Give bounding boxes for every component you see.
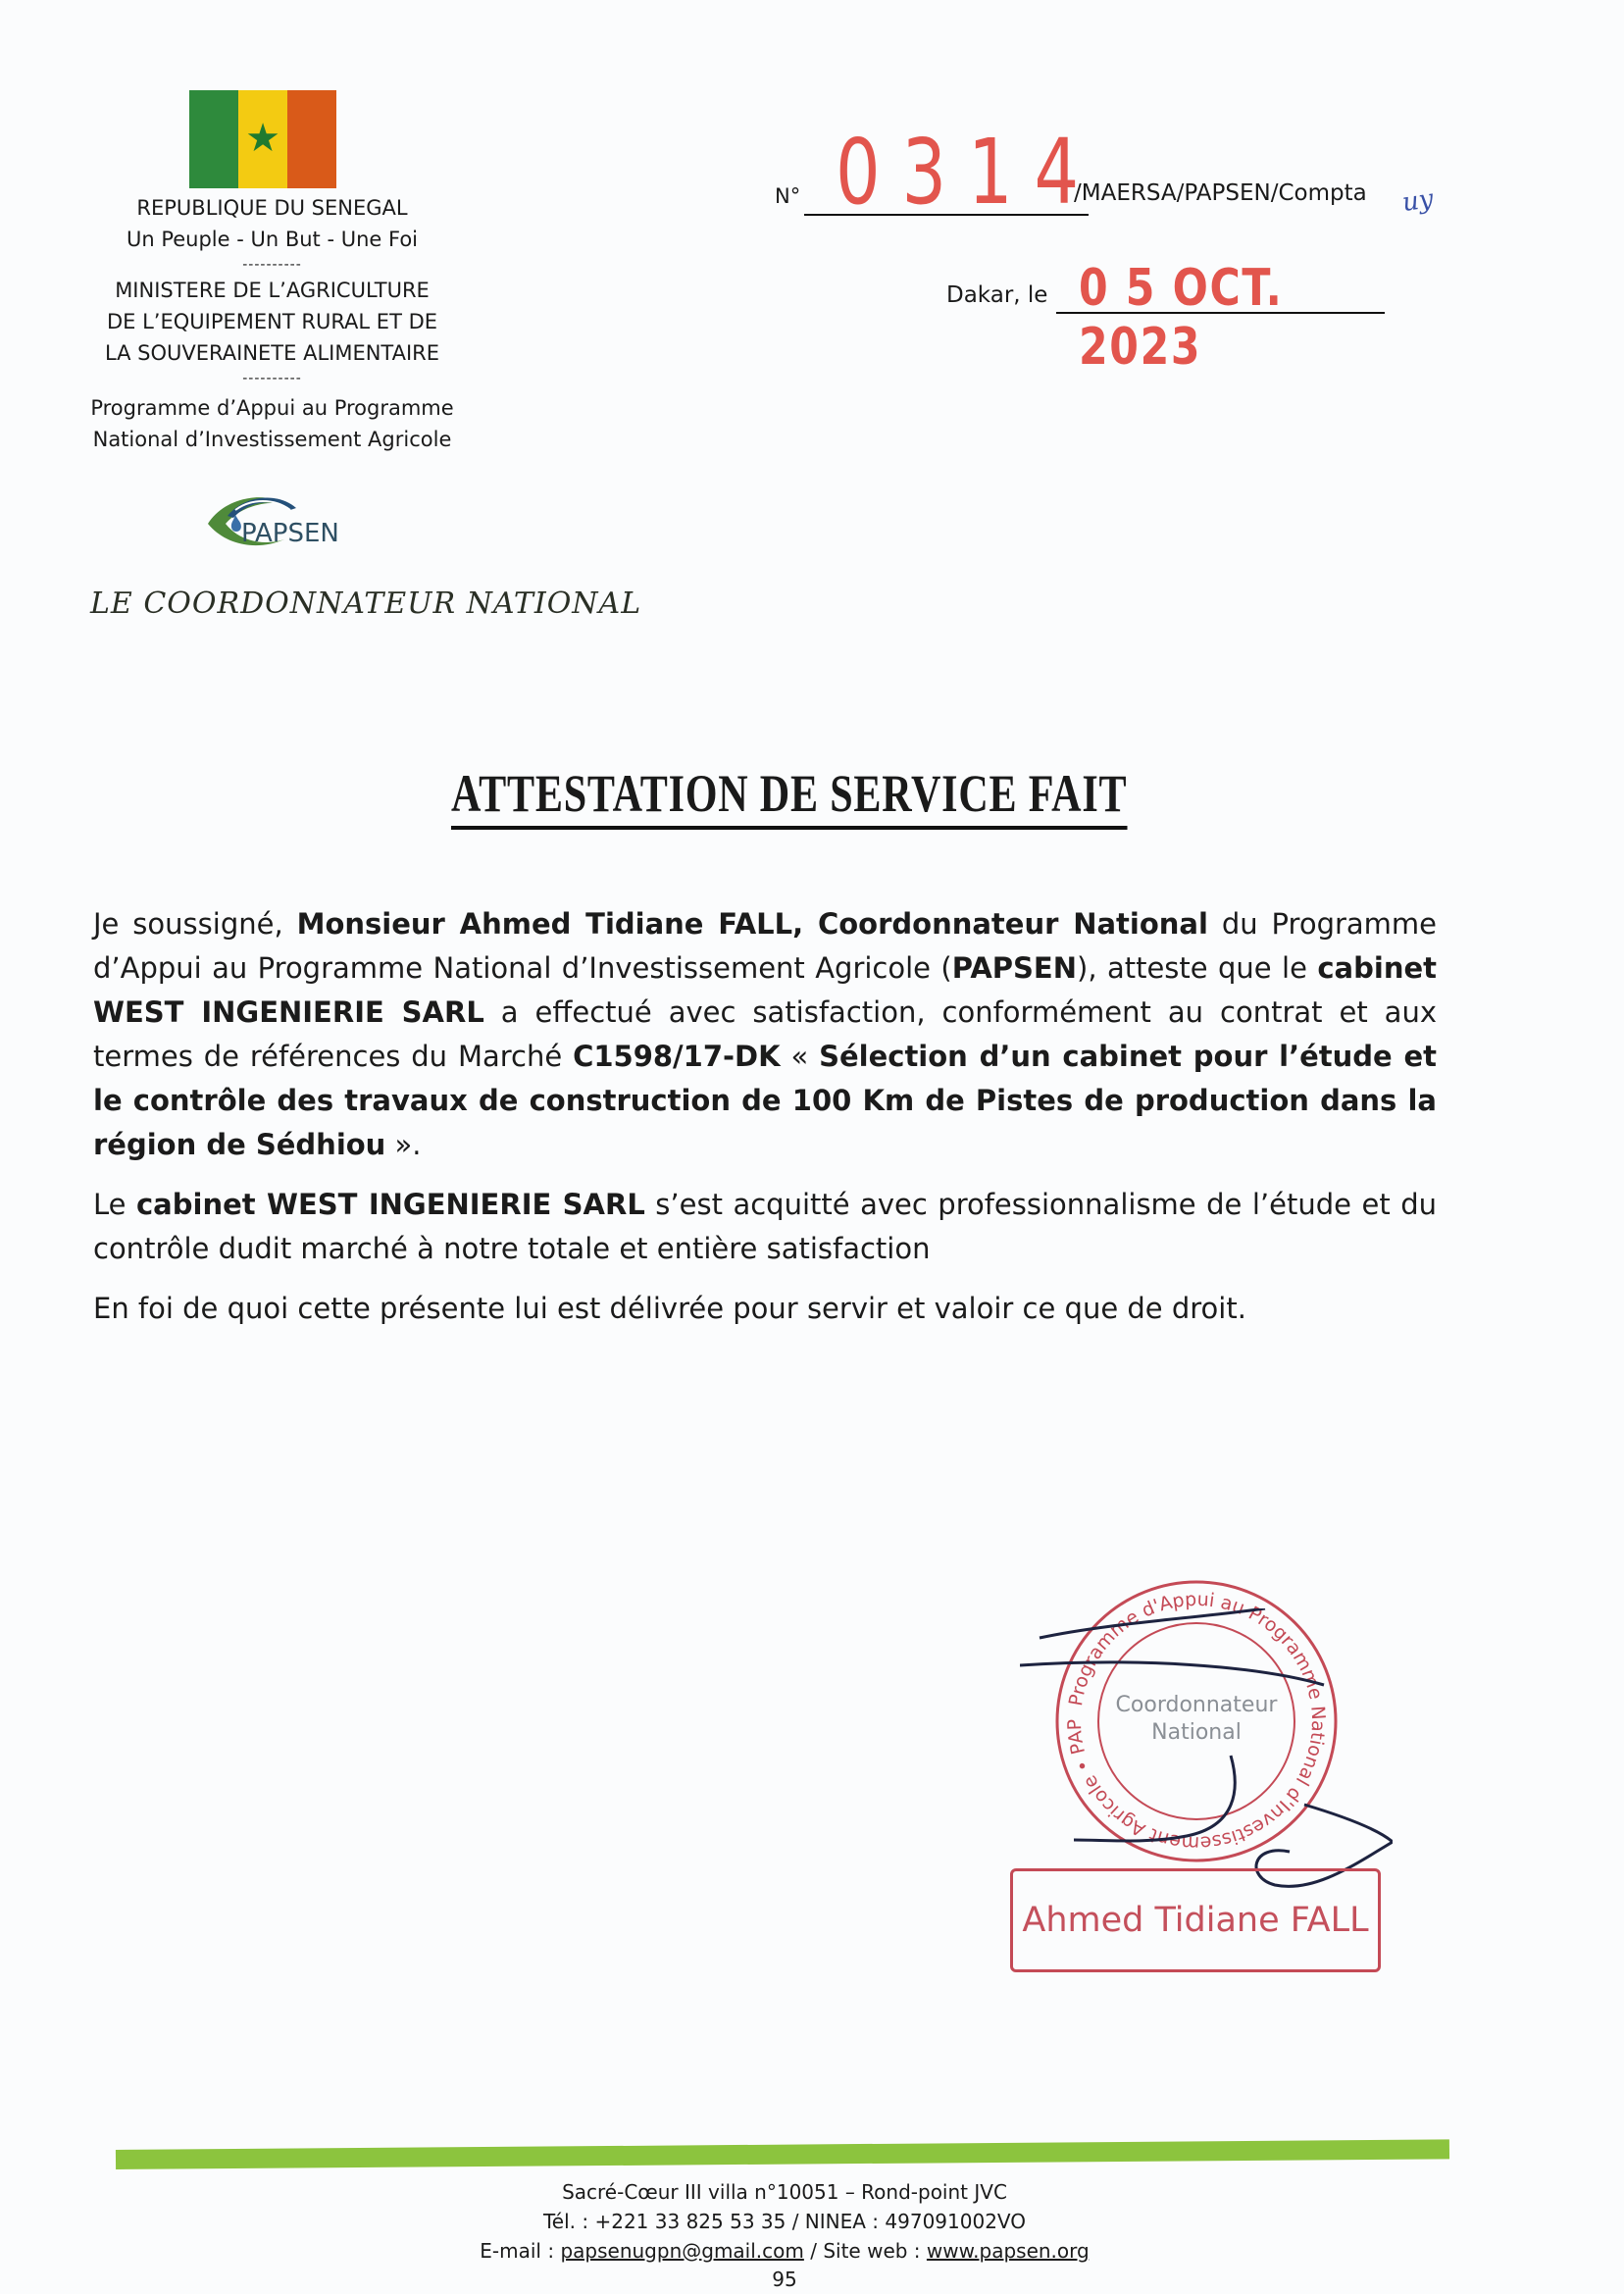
email-label: E-mail : — [480, 2239, 561, 2263]
handwritten-initials: uy — [1400, 183, 1436, 219]
national-motto: Un Peuple - Un But - Une Foi — [126, 228, 419, 251]
contract-subject: Sélection d’un cabinet pour l’étude et le contrôle des travaux de construction de 100 Km de Pistes de production dans la région de Sédhiou — [93, 1040, 1437, 1161]
senegal-flag — [189, 90, 336, 188]
text: « — [780, 1040, 820, 1073]
country-name: REPUBLIQUE DU SENEGAL — [136, 196, 408, 220]
paragraph-closing: En foi de quoi cette présente lui est délivrée pour servir et valoir ce que de droit. — [93, 1292, 1246, 1325]
signatory-name-stamp: Ahmed Tidiane FALL — [1010, 1868, 1381, 1972]
stamp-ring-text: Programme d'Appui au Programme National d'Investissement Agricole • PAP — [1063, 1588, 1330, 1855]
separator: ---------- — [242, 257, 302, 273]
reference-suffix: /MAERSA/PAPSEN/Compta — [1074, 180, 1367, 206]
date-line — [946, 259, 1397, 377]
star-icon: ★ — [245, 117, 280, 161]
ministry-line: MINISTERE DE L’AGRICULTURE — [115, 279, 430, 302]
program-line: Programme d’Appui au Programme — [90, 396, 454, 420]
date-label: Dakar, le — [946, 282, 1048, 308]
flag-band-red — [287, 90, 336, 188]
firm-name: cabinet WEST INGENIERIE SARL — [135, 1188, 645, 1221]
ministry-line: DE L’EQUIPEMENT RURAL ET DE — [106, 310, 438, 333]
firm-name: cabinet WEST INGENIERIE SARL — [93, 951, 1437, 1029]
text: a effectué avec satisfaction, conformément au contrat et aux termes de références du Marché — [93, 995, 1437, 1073]
document-title: ATTESTATION DE SERVICE FAIT — [451, 763, 1127, 830]
issuer-block — [78, 192, 466, 455]
stamp-center-line: Coordonnateur — [1115, 1693, 1278, 1717]
web-label: / Site web : — [803, 2239, 927, 2263]
program-acronym: PAPSEN — [951, 951, 1077, 985]
papsen-logo — [206, 490, 382, 549]
text: ), atteste que le — [1077, 951, 1318, 985]
footer-address: Sacré-Cœur III villa n°10051 – Rond-point JVC — [562, 2180, 1007, 2204]
number-stamp: 0314 — [836, 120, 1100, 225]
document-body — [93, 902, 1437, 1331]
footer-phone: Tél. : +221 33 825 53 35 / NINEA : 497091002VO — [542, 2210, 1026, 2233]
signatory-title: LE COORDONNATEUR NATIONAL — [90, 586, 642, 621]
signatory-name: Monsieur Ahmed Tidiane FALL, Coordonnateur National — [296, 907, 1208, 941]
email-link[interactable]: papsenugpn@gmail.com — [560, 2239, 804, 2263]
text: ». — [385, 1128, 422, 1161]
program-line: National d’Investissement Agricole — [92, 428, 452, 451]
logo-text: PAPSEN — [241, 519, 339, 548]
text: du Programme d’Appui au Programme National d’Investissement Agricole ( — [93, 907, 1438, 985]
date-stamp: 0 5 OCT. 2023 — [1079, 259, 1284, 377]
footer-web-line — [294, 2236, 1275, 2266]
text: Je soussigné, — [93, 907, 297, 941]
footer-contact — [294, 2177, 1275, 2293]
page-number: 95 — [772, 2268, 797, 2291]
flag-band-green — [189, 90, 238, 188]
reference-number — [775, 120, 1481, 225]
number-label: N° — [775, 184, 801, 208]
separator: ---------- — [242, 371, 302, 386]
text: s’est acquitté avec professionnalisme de l’étude et du contrôle dudit marché à notre totale et entière satisfaction — [93, 1188, 1437, 1265]
contract-number: C1598/17-DK — [573, 1040, 781, 1073]
stamp-center-line: National — [1151, 1720, 1242, 1745]
ministry-line: LA SOUVERAINETE ALIMENTAIRE — [104, 341, 440, 365]
paragraph-attestation — [93, 902, 1437, 1167]
text: Le — [93, 1188, 136, 1221]
website-link[interactable]: www.papsen.org — [926, 2239, 1090, 2263]
paragraph-satisfaction — [93, 1183, 1437, 1271]
footer-green-bar — [116, 2139, 1449, 2169]
official-stamp — [1049, 1574, 1344, 1868]
